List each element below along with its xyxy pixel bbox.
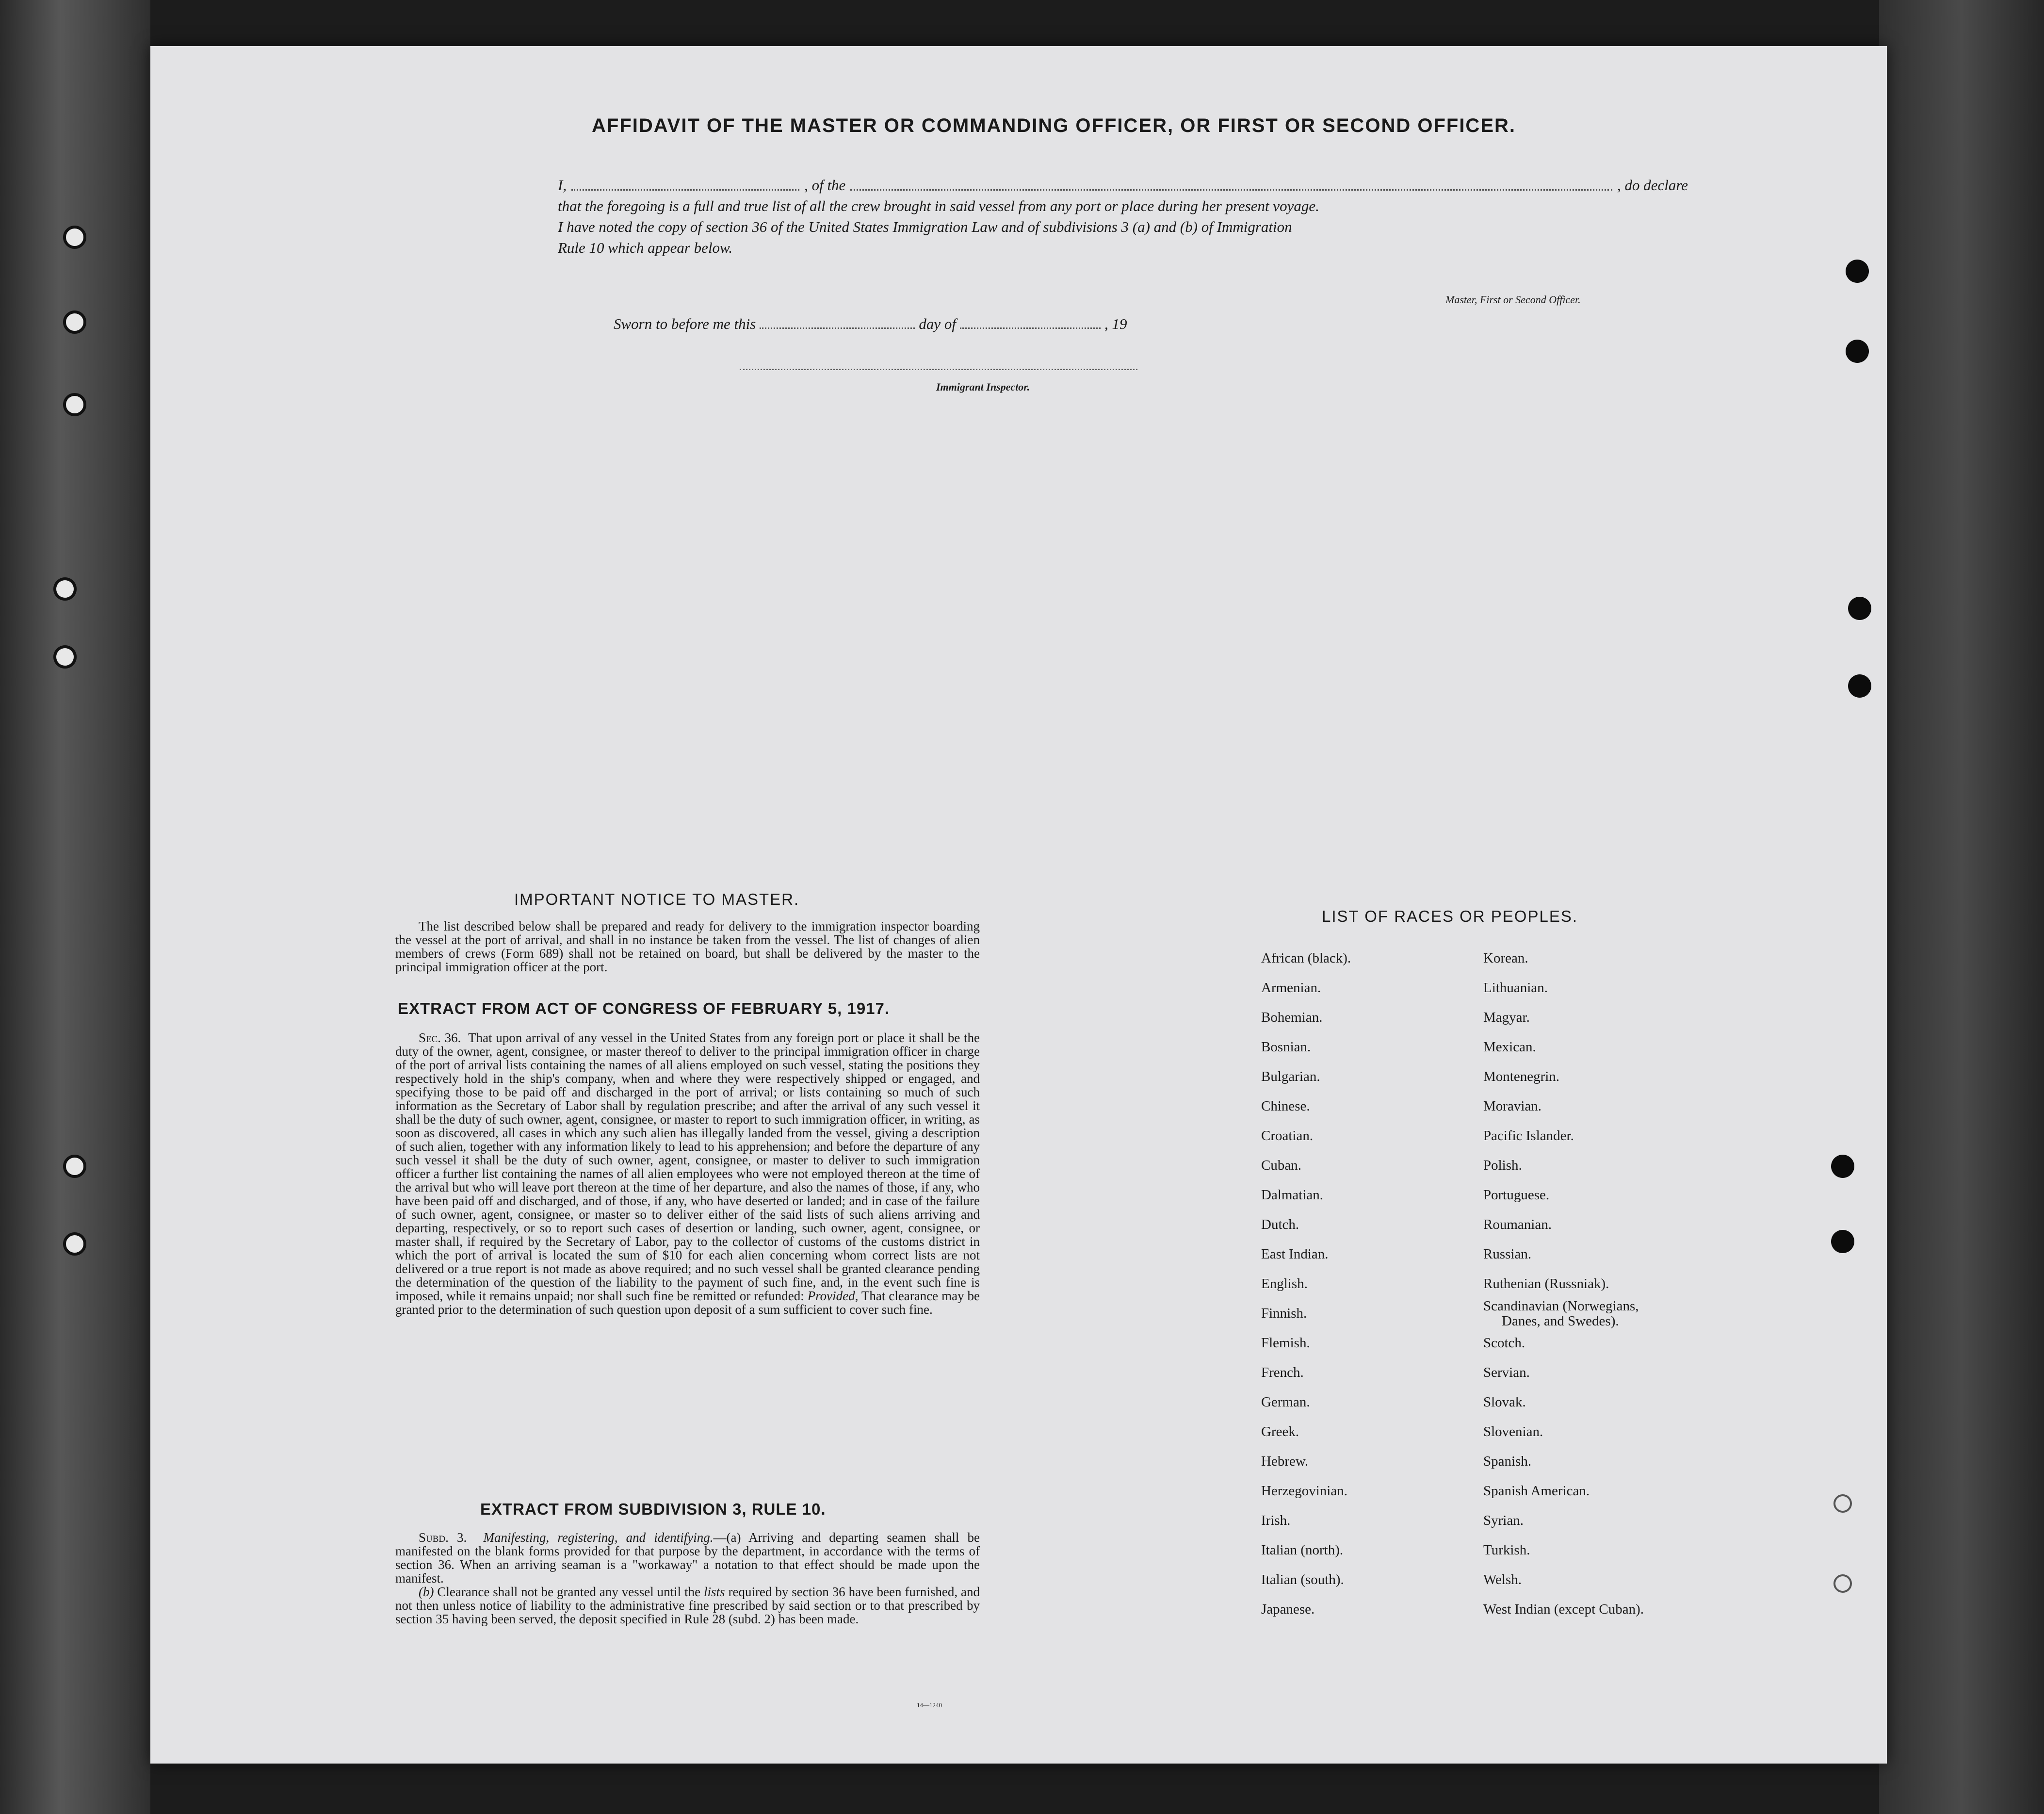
notice-paragraph: The list described below shall be prepared and ready for delivery to the immigration inspector boarding the vessel at the port of arrival, and shall in no instance be taken from the vessel. The list of changes of alien members of crews (Form 689) shall not be retained on board, but shall be delivered by the master to the principal immigration officer at the port. <box>395 919 980 974</box>
punch-hole <box>1846 260 1869 283</box>
subdivision-paragraph-a <box>395 1531 980 1585</box>
section-36-text: That upon arrival of any vessel in the United States from any foreign port or place it shall be the duty of the owner, agent, consignee, or master thereof to deliver to the principal immigration officer in charge of the port of arrival lists containing the names of all aliens employed on such vessel, stating the positions they respectively hold in the ship's company, when and where they were respectively shipped or engaged, and specifying those to be paid off and discharged in the port of arrival; or lists containing so much of such information as the Secretary of Labor shall by regulation prescribe; and after the arrival of any such vessel it shall be the duty of such owner, agent, consignee, or master to report to such immigration officer, in writing, as soon as discovered, all cases in which any such alien has illegally landed from the vessel, giving a description of such alien, together with any information likely to lead to his apprehension; and before the departure of any such vessel it shall be the duty of such owner, agent, consignee, or master to deliver to such immigration officer a further list containing the names of all alien employees who were not employed thereon at the time of the arrival but who will leave port thereon at the time of her departure, and also the names of those, if any, who have been paid off and discharged, and of those, if any, who have deserted or landed; and in case of the failure of such owner, agent, consignee, or master so to deliver either of the said lists of such aliens arriving and departing, respectively, or so to report such cases of desertion or landing, such owner, agent, consignee, or master shall, if required by the Secretary of Labor, pay to the collector of customs of the customs district in which the port of arrival is located the sum of $10 for each alien concerning whom correct lists are not delivered or a true report is not made as above required; and no such vessel shall be granted clearance pending the determination of the question of the liability to the payment of such fine, and, in the event such fine is imposed, while it remains unpaid; nor shall such fine be remitted or refunded: <box>395 1030 980 1303</box>
race-item: Spanish. <box>1483 1454 1532 1469</box>
punch-hole <box>63 226 86 249</box>
inspector-label: Immigrant Inspector. <box>936 381 1030 393</box>
punch-hole <box>63 1155 86 1178</box>
race-item: African (black). <box>1261 950 1351 966</box>
subdivision-text-a: —(a) Arriving and departing seamen shall be manifested on the blank forms provided for that purpose by the department, in accordance with the terms of section 36. When an arriving seaman is a "workaway" a notation to that effect should be made upon the manifest. <box>395 1530 980 1585</box>
races-right-column <box>1483 944 1644 1624</box>
inspector-signature-blank <box>740 369 1137 370</box>
form-number: 14—1240 <box>917 1701 942 1709</box>
race-item: Scotch. <box>1483 1335 1525 1351</box>
month-blank <box>960 327 1101 329</box>
race-item: Ruthenian (Russniak). <box>1483 1276 1609 1291</box>
punch-hole <box>63 393 86 416</box>
race-item: Japanese. <box>1261 1602 1315 1617</box>
declaration-line-2: that the foregoing is a full and true list of all the crew brought in said vessel from any port or place during her present voyage. <box>558 197 1319 214</box>
signature-label: Master, First or Second Officer. <box>1445 294 1581 306</box>
race-item: Bosnian. <box>1261 1039 1311 1055</box>
punch-hole <box>53 577 77 601</box>
punch-hole <box>53 645 77 669</box>
race-item: Hebrew. <box>1261 1454 1309 1469</box>
race-item: German. <box>1261 1394 1310 1410</box>
day-of-text: day of <box>919 315 956 332</box>
race-item: Italian (north). <box>1261 1542 1344 1558</box>
race-item: Chinese. <box>1261 1098 1310 1114</box>
provided-text: That clearance may be granted prior to the determination of such question upon deposit of a sum sufficient to cover such fine. <box>395 1289 980 1317</box>
document-page <box>150 46 1887 1764</box>
para-b-lists: lists <box>704 1585 725 1599</box>
extract-rule-title: EXTRACT FROM SUBDIVISION 3, RULE 10. <box>480 1500 826 1518</box>
subdivision-paragraph-b <box>395 1585 980 1626</box>
binding-right <box>1879 0 2044 1814</box>
race-item: Roumanian. <box>1483 1217 1552 1232</box>
race-item: Flemish. <box>1261 1335 1310 1351</box>
race-item: Bulgarian. <box>1261 1069 1320 1084</box>
race-item: Irish. <box>1261 1513 1291 1528</box>
name-blank <box>571 175 799 191</box>
section-36-label: Sec. 36. <box>419 1030 461 1045</box>
race-item: Finnish. <box>1261 1306 1307 1321</box>
vessel-blank <box>850 175 1612 191</box>
para-b-pre: Clearance shall not be granted any vessel until the <box>437 1585 701 1599</box>
sworn-line <box>614 315 1127 333</box>
punch-hole <box>1833 1574 1852 1593</box>
affidavit-title: AFFIDAVIT OF THE MASTER OR COMMANDING OFFICER, OR FIRST OR SECOND OFFICER. <box>592 115 1516 136</box>
race-item: Dalmatian. <box>1261 1187 1324 1203</box>
section-36-paragraph <box>395 1031 980 1316</box>
section-36-body <box>395 1031 980 1316</box>
race-item: Pacific Islander. <box>1483 1128 1574 1144</box>
race-item: Herzegovinian. <box>1261 1483 1347 1499</box>
race-item: Bohemian. <box>1261 1010 1323 1025</box>
affidavit-declaration <box>558 175 1688 258</box>
race-item: Syrian. <box>1483 1513 1524 1528</box>
punch-hole <box>1846 340 1869 363</box>
race-item: Polish. <box>1483 1158 1522 1173</box>
race-item: Croatian. <box>1261 1128 1314 1144</box>
race-item: Welsh. <box>1483 1572 1522 1587</box>
declaration-line-3: I have noted the copy of section 36 of the United States Immigration Law and of subdivisions 3 (a) and (b) of Immigration <box>558 218 1292 235</box>
year-text: , 19 <box>1104 315 1127 332</box>
race-item: Scandinavian (Norwegians, <box>1483 1298 1639 1314</box>
para-b-label: (b) <box>419 1585 434 1599</box>
punch-hole <box>1848 674 1871 698</box>
punch-hole <box>1848 597 1871 620</box>
subdivision-3-body <box>395 1531 980 1626</box>
races-left-column <box>1261 944 1351 1624</box>
race-item: Magyar. <box>1483 1010 1530 1025</box>
notice-title: IMPORTANT NOTICE TO MASTER. <box>514 890 800 908</box>
races-title: LIST OF RACES OR PEOPLES. <box>1322 907 1578 925</box>
race-item: Mexican. <box>1483 1039 1536 1055</box>
race-item: Portuguese. <box>1483 1187 1550 1203</box>
day-blank <box>760 327 915 329</box>
declaration-do-declare: , do declare <box>1617 177 1688 194</box>
race-item: Slovenian. <box>1483 1424 1543 1439</box>
para-b-post: required by section 36 have been furnished, and not then unless notice of liability to the administrative fine prescribed by said section or to that prescribed by section 35 having been served, the deposit specified in Rule 28 (subd. 2) has been made. <box>395 1585 980 1626</box>
race-item: Servian. <box>1483 1365 1530 1380</box>
race-item: Greek. <box>1261 1424 1299 1439</box>
race-item: Slovak. <box>1483 1394 1526 1410</box>
punch-hole <box>63 1232 86 1256</box>
race-item: Montenegrin. <box>1483 1069 1560 1084</box>
race-item: Spanish American. <box>1483 1483 1590 1499</box>
provided-label: Provided, <box>807 1289 859 1303</box>
declaration-i: I, <box>558 177 567 194</box>
race-item: Moravian. <box>1483 1098 1541 1114</box>
race-item: French. <box>1261 1365 1304 1380</box>
race-item: Cuban. <box>1261 1158 1301 1173</box>
race-item: Italian (south). <box>1261 1572 1344 1587</box>
race-item: Turkish. <box>1483 1542 1530 1558</box>
punch-hole <box>63 311 86 334</box>
race-item: Korean. <box>1483 950 1528 966</box>
bleed-through-heading <box>412 116 423 151</box>
race-item: East Indian. <box>1261 1246 1329 1262</box>
race-item: Dutch. <box>1261 1217 1299 1232</box>
race-item: Russian. <box>1483 1246 1532 1262</box>
subdivision-heading: Manifesting, registering, and identifying. <box>483 1530 714 1545</box>
race-item: Danes, and Swedes). <box>1502 1313 1619 1329</box>
punch-hole <box>1831 1230 1854 1253</box>
declaration-of-the: , of the <box>804 177 846 194</box>
extract-act-title: EXTRACT FROM ACT OF CONGRESS OF FEBRUARY 5, 1917. <box>398 999 890 1017</box>
punch-hole <box>1831 1155 1854 1178</box>
race-item: Armenian. <box>1261 980 1321 996</box>
punch-hole <box>1833 1494 1852 1513</box>
declaration-line-4: Rule 10 which appear below. <box>558 239 733 256</box>
race-item: West Indian (except Cuban). <box>1483 1602 1644 1617</box>
race-item: Lithuanian. <box>1483 980 1548 996</box>
binding-left <box>0 0 150 1814</box>
sworn-text: Sworn to before me this <box>614 315 756 332</box>
race-item: English. <box>1261 1276 1308 1291</box>
subdivision-label: Subd. 3. <box>419 1530 467 1545</box>
notice-body <box>395 919 980 974</box>
